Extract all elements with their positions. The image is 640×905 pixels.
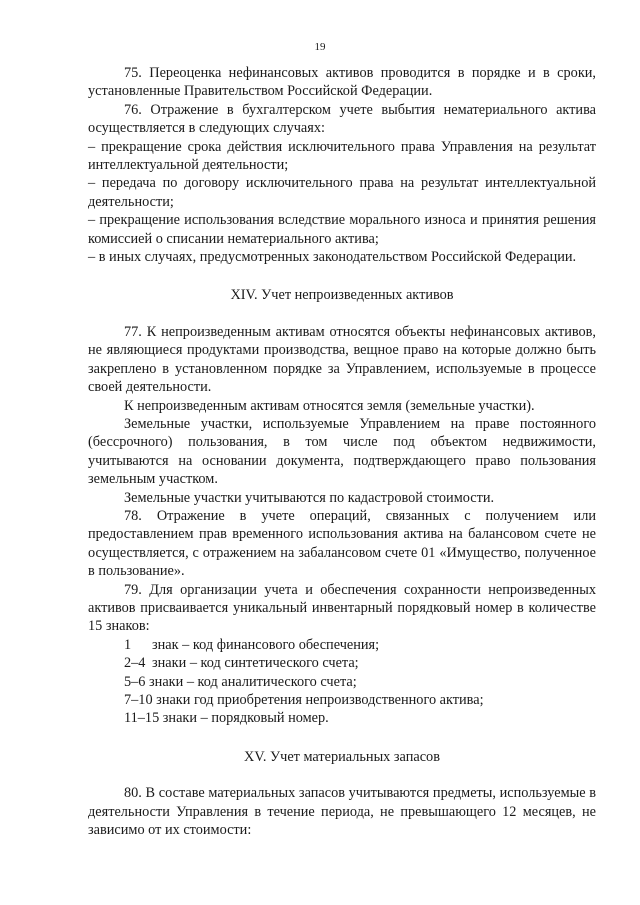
paragraph-80: 80. В составе материальных запасов учитываются предметы, используемые в деятельности Управления в течение периода, не превышающего 12 месяцев, не зависимо от их стоимости:	[88, 785, 596, 839]
paragraph-76: 76. Отражение в бухгалтерском учете выбытия нематериального актива осуществляется в следующих случаях:	[88, 101, 596, 137]
code-line	[88, 654, 596, 672]
code-line	[88, 636, 596, 654]
section-heading-15: XV. Учет материальных запасов	[244, 748, 440, 765]
code-digits: 2–4	[124, 655, 146, 672]
document-body	[88, 64, 596, 839]
paragraph: Земельные участки учитываются по кадастровой стоимости.	[124, 489, 495, 506]
paragraph: Земельные участки, используемые Управлением на праве постоянного (бессрочного) пользования, в том числе под объектом недвижимости, учитываются на основании документа, подтверждающего право пользования земельным участком.	[88, 415, 596, 488]
page-number: 19	[314, 41, 326, 53]
code-line: 7–10 знаки год приобретения непроизводственного актива;	[124, 692, 484, 708]
code-description: знаки – код синтетического счета;	[152, 655, 359, 672]
list-item: – передача по договору исключительного права на результат интеллектуальной деятельности;	[88, 175, 596, 210]
paragraph-75: 75. Переоценка нефинансовых активов проводится в порядке и в сроки, установленные Правительством Российской Федерации.	[88, 65, 596, 100]
code-digits: 1	[124, 636, 132, 653]
paragraph: К непроизведенным активам относятся земля (земельные участки).	[124, 397, 535, 414]
code-line: 11–15 знаки – порядковый номер.	[124, 710, 329, 727]
list-item: – в иных случаях, предусмотренных законодательством Российской Федерации.	[88, 249, 577, 266]
section-heading-14: XIV. Учет непроизведенных активов	[230, 287, 454, 304]
paragraph-78: 78. Отражение в учете операций, связанных с получением или предоставлением прав временного использования актива на балансовом счете не осуществляется, с отражением на забалансовом счете 01 «Имущество, полученное в пользование».	[88, 507, 596, 580]
code-description: знак – код финансового обеспечения;	[152, 636, 380, 653]
paragraph-79: 79. Для организации учета и обеспечения сохранности непроизведенных активов присваивается уникальный инвентарный порядковый номер в количестве 15 знаков:	[88, 581, 596, 635]
list-item: – прекращение срока действия исключительного права Управления на результат интеллектуальной деятельности;	[88, 138, 596, 174]
list-item: – прекращение использования вследствие морального износа и принятия решения комиссией о списании нематериального актива;	[88, 212, 596, 247]
code-line: 5–6 знаки – код аналитического счета;	[124, 673, 357, 690]
paragraph-77: 77. К непроизведенным активам относятся объекты нефинансовых активов, не являющиеся продуктами производства, вещное право на которые должно быть закреплено в установленном порядке за Управлением, используемые в процессе своей деятельности.	[88, 323, 596, 396]
